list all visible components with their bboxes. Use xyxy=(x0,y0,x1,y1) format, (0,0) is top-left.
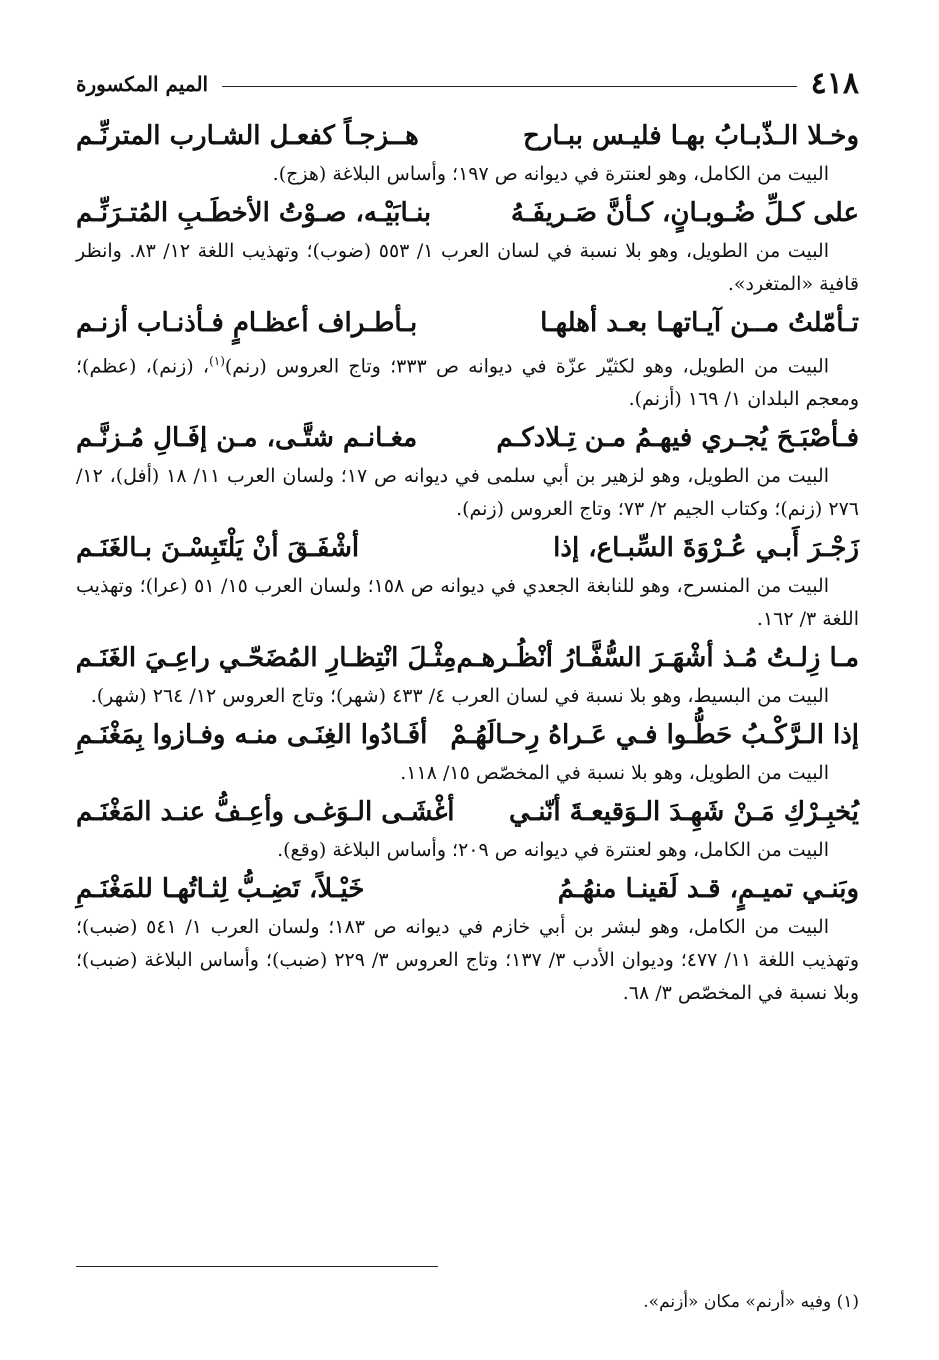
verse-line xyxy=(76,526,859,570)
first-hemistich: يُخبِـرْكِ مَـنْ شَهِـدَ الـوَقيعـةَ أنّنـي xyxy=(509,797,859,828)
verse-line xyxy=(76,713,859,757)
attribution-note xyxy=(76,911,859,1010)
book-page xyxy=(76,64,859,1360)
attribution-note xyxy=(76,570,859,636)
entry xyxy=(76,713,859,790)
first-hemistich: زَجْـرَ أَبـي عُـرْوَةَ السِّبـاع، إذا xyxy=(553,533,859,564)
note-text: البيت من البسيط، وهو بلا نسبة في لسان العرب ٤/ ٤٣٣ (شهر)؛ وتاج العروس ١٢/ ٢٦٤ (شهر). xyxy=(90,685,829,708)
attribution-note xyxy=(76,345,859,416)
second-hemistich: مغـانـم شتَّـى، مـن إفَـالِ مُـزنَّـم xyxy=(76,423,418,454)
second-hemistich: بـأطـراف أعظـامٍ فـأذنـاب أزنـم xyxy=(76,308,418,338)
attribution-note xyxy=(76,158,859,191)
second-hemistich: هــزجـاً كفعـل الشـارب المترنِّـم xyxy=(76,121,419,151)
first-hemistich: فـأصْبَـحَ يُجـري فيهـمُ مـن تِـلادكـم xyxy=(496,423,859,454)
verse-line xyxy=(76,636,859,680)
first-hemistich: مـا زِلـتُ مُـذ أشْهَـرَ السُّفَّـارُ أنْظُـرهـم xyxy=(456,643,859,674)
verse-line xyxy=(76,114,859,158)
entry xyxy=(76,191,859,301)
note-text: البيت من الطويل، وهو بلا نسبة في المخصّص ١٥/ ١١٨. xyxy=(400,762,829,785)
verse-line xyxy=(76,867,859,911)
first-hemistich: وبَنـي تميـمٍ، قـد لَقينـا منهُـمُ xyxy=(557,874,859,905)
attribution-note xyxy=(76,460,859,526)
note-text: ، (زنم)، (عظم)؛ ومعجم البلدان ١/ ١٦٩ (أزنم). xyxy=(76,355,859,411)
attribution-note xyxy=(76,757,859,790)
header-rule xyxy=(222,86,797,87)
note-text: البيت من الطويل، وهو لكثيّر عزّة في ديوانه ص ٣٣٣؛ وتاج العروس (رنم) xyxy=(224,355,829,378)
first-hemistich: تـأمّلتُ مــن آيـاتهـا بعـد أهلهـا xyxy=(540,308,859,338)
attribution-note xyxy=(76,235,859,301)
footnote-marker[interactable]: (١) xyxy=(209,354,225,368)
entry xyxy=(76,636,859,713)
second-hemistich: أغْشَـى الـوَغـى وأعِـفُّ عنـد المَغْنَـم xyxy=(76,797,455,828)
entry xyxy=(76,416,859,526)
note-text: البيت من الطويل، وهو بلا نسبة في لسان العرب ١/ ٥٥٣ (ضوب)؛ وتهذيب اللغة ١٢/ ٨٣. وانظر قافية «المتغرد». xyxy=(76,240,859,295)
entry xyxy=(76,790,859,867)
page-number: ٤١٨ xyxy=(810,66,859,101)
attribution-note xyxy=(76,680,859,713)
first-hemistich: على كـلِّ ضُـوبـانٍ، كـأنَّ صَـريفَـهُ xyxy=(510,198,859,228)
first-hemistich: وخـلا الـذّبـابُ بهـا فليـس ببـارح xyxy=(523,121,859,151)
note-text: البيت من الكامل، وهو لعنترة في ديوانه ص ٢٠٩؛ وأساس البلاغة (وقع). xyxy=(277,839,829,862)
note-text: البيت من الطويل، وهو لزهير بن أبي سلمى في ديوانه ص ١٧؛ ولسان العرب ١١/ ١٨ (أفل)، ١٢/ ٢٧٦ (زنم)؛ وكتاب الجيم ٢/ ٧٣؛ وتاج العروس (زنم). xyxy=(76,465,859,521)
attribution-note xyxy=(76,834,859,867)
first-hemistich: إذا الـرَّكْـبُ حَطُّـوا فـي عَـراهُ رِحـالَهُـمْ xyxy=(450,720,859,751)
entry xyxy=(76,114,859,191)
footnote: (١) وفيه «أرنم» مكان «أزنم». xyxy=(643,1292,859,1312)
running-title: الميم المكسورة xyxy=(76,72,209,96)
verse-line xyxy=(76,790,859,834)
second-hemistich: بنـابَيْـه، صـوْتُ الأخطَـبِ المُتـرَنِّـم xyxy=(76,198,432,228)
second-hemistich: خَيْـلاً، تَضِـبُّ لِثـاتُهـا للمَغْنَـمِ xyxy=(76,874,365,905)
entry xyxy=(76,301,859,416)
verse-line xyxy=(76,301,859,345)
second-hemistich: أفَـادُوا الغِنَـى منـه وفـازوا بِمَغْنَـمِ xyxy=(76,720,428,751)
verse-line xyxy=(76,191,859,235)
footnote-separator xyxy=(76,1266,438,1267)
entry xyxy=(76,526,859,636)
second-hemistich: مِثْـلَ انْتِظـارِ المُضَحّـي راعِـيَ الغَنَـم xyxy=(75,643,457,674)
note-text: البيت من المنسرح، وهو للنابغة الجعدي في ديوانه ص ١٥٨؛ ولسان العرب ١٥/ ٥١ (عرا)؛ وتهذيب اللغة ٣/ ١٦٢. xyxy=(76,575,859,631)
page-header xyxy=(76,64,859,104)
note-text: البيت من الكامل، وهو لعنترة في ديوانه ص ١٩٧؛ وأساس البلاغة (هزج). xyxy=(272,163,829,185)
second-hemistich: أشْفَـقَ أنْ يَلْتَبِسْـنَ بـالغَنَـم xyxy=(76,533,360,564)
verse-line xyxy=(76,416,859,460)
note-text: البيت من الكامل، وهو لبشر بن أبي خازم في ديوانه ص ١٨٣؛ ولسان العرب ١/ ٥٤١ (ضبب)؛ وتهذيب اللغة ١١/ ٤٧٧؛ وديوان الأدب ٣/ ١٣٧؛ وتاج العروس ٣/ ٢٢٩ (ضبب)؛ وأساس البلاغة (ضبب)؛ وبلا نسبة في المخصّص ٣/ ٦٨. xyxy=(76,916,860,1005)
entry xyxy=(76,867,859,1010)
